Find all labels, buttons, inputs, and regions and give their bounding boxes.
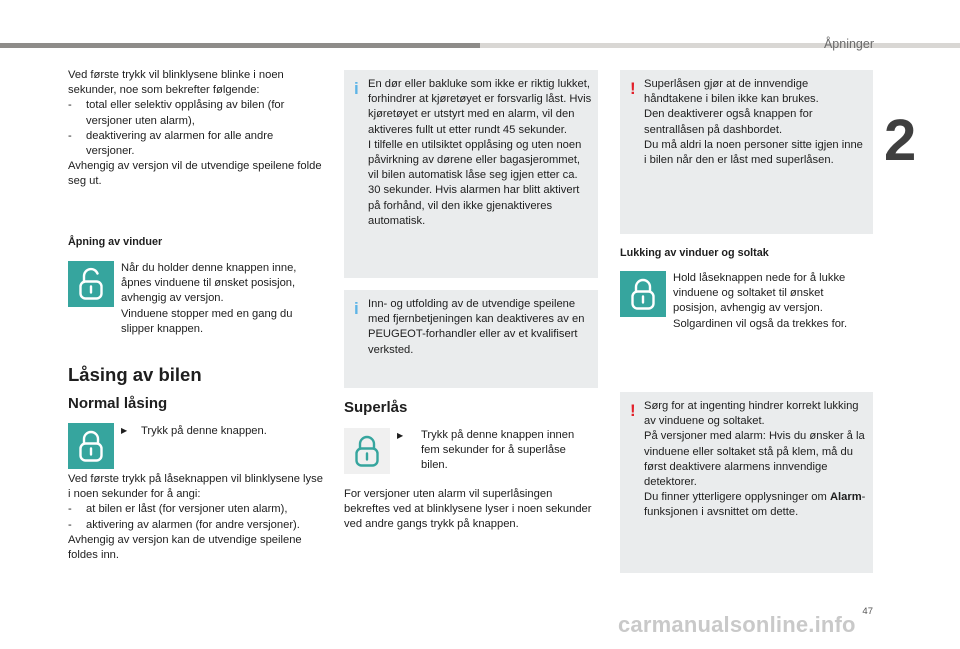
section-title: Åpninger	[823, 37, 874, 51]
info-icon: i	[354, 79, 359, 98]
chapter-number: 2	[884, 108, 917, 173]
list-item: - total eller selektiv opplåsing av bilen (for versjoner uten alarm),	[68, 99, 285, 127]
intro-line: Ved første trykk vil blinklysene blinke i noen sekunder, noe som bekrefter følgende:	[68, 69, 284, 97]
intro-line: Avhengig av versjon vil de utvendige speilene folde seg ut.	[68, 160, 322, 188]
warning-icon: !	[630, 79, 636, 98]
superlock-text: For versjoner uten alarm vil superlåsingen bekreftes ved at blinklysene lyser i noen sekunder ved andre gangs trykk på knappen.	[344, 488, 592, 531]
header-bar-light	[480, 43, 960, 48]
warning-icon: !	[630, 401, 636, 420]
closing-heading: Lukking av vinduer og soltak	[620, 247, 769, 259]
warning-note-superlock: ! Superlåsen gjør at de innvendige håndtakene i bilen ikke kan brukes. Den deaktiverer også knappen for sentrallåsen på dashbordet. Du må aldri la noen personer sitte igjen inne i bilen når den er låst med superlåsen.	[620, 70, 873, 234]
windows-heading: Åpning av vinduer	[68, 236, 163, 248]
page-heading: Låsing av bilen	[68, 364, 202, 385]
list-item: - at bilen er låst (for versjoner uten alarm),	[68, 503, 288, 516]
superlock-instruction: ▶ Trykk på denne knappen innen fem sekunder for å superlåse bilen.	[397, 428, 593, 474]
watermark: carmanualsonline.info	[618, 612, 856, 637]
lock-icon	[620, 271, 666, 317]
windows-text: Når du holder denne knappen inne, åpnes vinduene til ønsket posisjon, avhengig av versjon. Vinduene stopper med en gang du slipper knappen.	[121, 262, 297, 335]
info-note-door: i En dør eller bakluke som ikke er riktig lukket, forhindrer at kjøretøyet er forsvarlig låst. Hvis kjøretøyet er utstyrt med en alarm, vil den aktiveres fullt ut etter rundt 45 sekunder. I tilfelle en utilsiktet opplåsing og uten noen påvirkning av dørene eller bagasjerommet, vil bilen automatisk låse seg igjen etter ca. 30 sekunder. Hvis alarmen har blitt aktivert på forhånd, vil den ikke gjenaktiveres automatisk.	[344, 70, 598, 278]
after-lock-text: Ved første trykk på låseknappen vil blinklysene lyse i noen sekunder for å angi: - at bilen er låst (for versjoner uten alarm), - aktivering av alarmen (for andre versjoner). Avhengig av versjon kan de utvendige speilene foldes inn.	[68, 473, 323, 562]
info-note-mirrors: i Inn- og utfolding av de utvendige speilene med fjernbetjeningen kan deaktiveres av en PEUGEOT-forhandler eller av et kvalifisert verksted.	[344, 290, 598, 388]
list-item: - deaktivering av alarmen for alle andre versjoner.	[68, 129, 274, 158]
triangle-bullet-icon: ▶	[397, 431, 404, 440]
superlock-heading: Superlås	[344, 399, 408, 416]
warning-note-windows: ! Sørg for at ingenting hindrer korrekt lukking av vinduene og soltaket. På versjoner med alarm: Hvis du ønsker å la vinduene eller soltaket stå på klem, må du først deaktivere alarmens innvendige detektorer. Du finner ytterligere opplysninger om Alarm-funksjonen i avsnittet om dette.	[620, 392, 873, 573]
press-instruction: ▶ Trykk på denne knappen.	[121, 425, 267, 437]
triangle-bullet-icon: ▶	[121, 426, 128, 435]
normal-lock-heading: Normal låsing	[68, 395, 168, 412]
info-icon: i	[354, 299, 359, 318]
unlock-icon	[68, 261, 114, 307]
intro-text	[68, 68, 322, 190]
header-bar-dark	[0, 43, 480, 48]
closing-text: Hold låseknappen nede for å lukke vinduene og soltaket til ønsket posisjon, avhengig av versjon. Solgardinen vil også da trekkes for.	[673, 272, 848, 330]
page-number: 47	[862, 606, 873, 617]
lock-icon	[68, 423, 114, 469]
lock-icon	[344, 428, 390, 474]
list-item: - aktivering av alarmen (for andre versjoner).	[68, 518, 300, 531]
